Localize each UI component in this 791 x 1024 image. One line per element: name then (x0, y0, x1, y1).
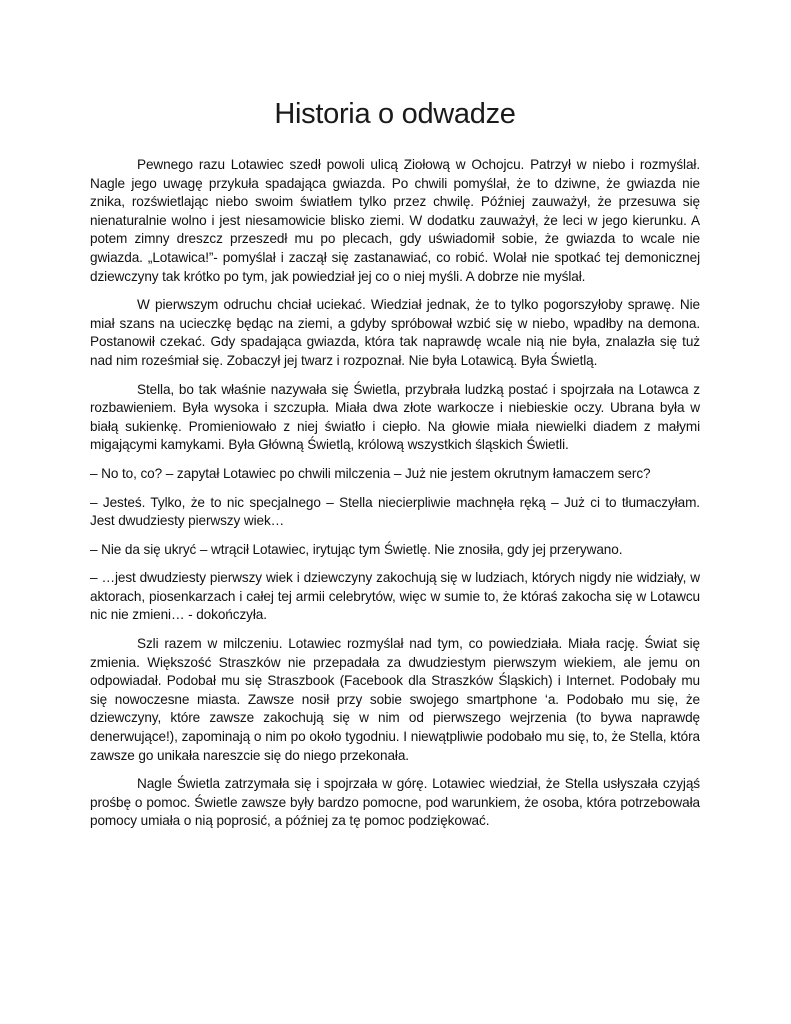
dialogue-line: – Nie da się ukryć – wtrącił Lotawiec, irytując tym Świetlę. Nie znosiła, gdy jej przerywano. (90, 541, 623, 557)
dialogue-line: – …jest dwudziesty pierwszy wiek i dziewczyny zakochują się w ludziach, których nigdy nie widziały, w aktorach, piosenkarzach i całej tej armii celebrytów, więc w sumie to, że któraś zakocha się w Lotawcu nic nie zmieni… - dokończyła. (90, 570, 700, 623)
paragraph: Nagle Świetla zatrzymała się i spojrzała w górę. Lotawiec wiedział, że Stella usłyszała czyjąś prośbę o pomoc. Świetle zawsze były bardzo pomocne, pod warunkiem, że osoba, która potrzebowała pomocy umiała o nią poprosić, a później za tę pomoc podziękować. (90, 776, 700, 829)
document-title: Historia o odwadze (274, 98, 516, 130)
document-page (90, 0, 700, 841)
dialogue-line: – No to, co? – zapytał Lotawiec po chwili milczenia – Już nie jestem okrutnym łamaczem serc? (90, 465, 651, 481)
paragraph: Stella, bo tak właśnie nazywała się Świetla, przybrała ludzką postać i spojrzała na Lotawca z rozbawieniem. Była wysoka i szczupła. Miała dwa złote warkocze i niebieskie oczy. Ubrana była w białą sukienkę. Promieniowało z niej światło i ciepło. Na głowie miała niewielki diadem z małymi migającymi kamykami. Była Główną Świetlą, królową wszystkich śląskich Świetli. (90, 381, 700, 453)
paragraph: W pierwszym odruchu chciał uciekać. Wiedział jednak, że to tylko pogorszyłoby sprawę. Nie miał szans na ucieczkę będąc na ziemi, a gdyby spróbował wzbić się w niebo, wpadłby na demona. Postanowił czekać. Gdy spadająca gwiazda, która tak naprawdę wcale nią nie była, znalazła się tuż nad nim roześmiał się. Zobaczył jej twarz i rozpoznał. Nie była Lotawicą. Była Świetlą. (90, 297, 700, 368)
paragraph: Szli razem w milczeniu. Lotawiec rozmyślał nad tym, co powiedziała. Miała rację. Świat się zmienia. Większość Straszków nie przepadała za dwudziestym pierwszym wiekiem, ale jemu on odpowiadał. Podobał mu się Straszbook (Facebook dla Straszków Śląskich) i Internet. Podobały mu się nowoczesne miasta. Zawsze nosił przy sobie swojego smartphone ‘a. Podobało mu się, że dziewczyny, które zawsze zakochują się w nim od pierwszego wejrzenia (to bywa naprawdę denerwujące!), zapominają o nim po około tygodniu. I niewątpliwie podobało mu się, to, że Stella, która zawsze go unikała nareszcie się do niego przekonała. (90, 636, 700, 763)
dialogue-line: – Jesteś. Tylko, że to nic specjalnego – Stella niecierpliwie machnęła ręką – Już ci to tłumaczyłam. Jest dwudziesty pierwszy wiek… (90, 494, 700, 529)
document-body (90, 156, 700, 831)
paragraph: Pewnego razu Lotawiec szedł powoli ulicą Ziołową w Ochojcu. Patrzył w niebo i rozmyślał. Nagle jego uwagę przykuła spadająca gwiazda. Po chwili pomyślał, że to dziwne, że gwiazda nie znika, rozświetlając niebo swoim światłem tylko przez chwilę. Później zauważył, że przesuwa się nienaturalnie wolno i jest niesamowicie blisko ziemi. W dodatku zauważył, że leci w jego kierunku. A potem zimny dreszcz przeszedł mu po plecach, gdy uświadomił sobie, że gwiazda to wcale nie gwiazda. „Lotawica!”- pomyślał i zaczął się zastanawiać, co robić. Wolał nie spotkać tej demonicznej dziewczyny tak krótko po tym, jak powiedział jej co o niej myśli. A dobrze nie myślał. (90, 157, 700, 284)
